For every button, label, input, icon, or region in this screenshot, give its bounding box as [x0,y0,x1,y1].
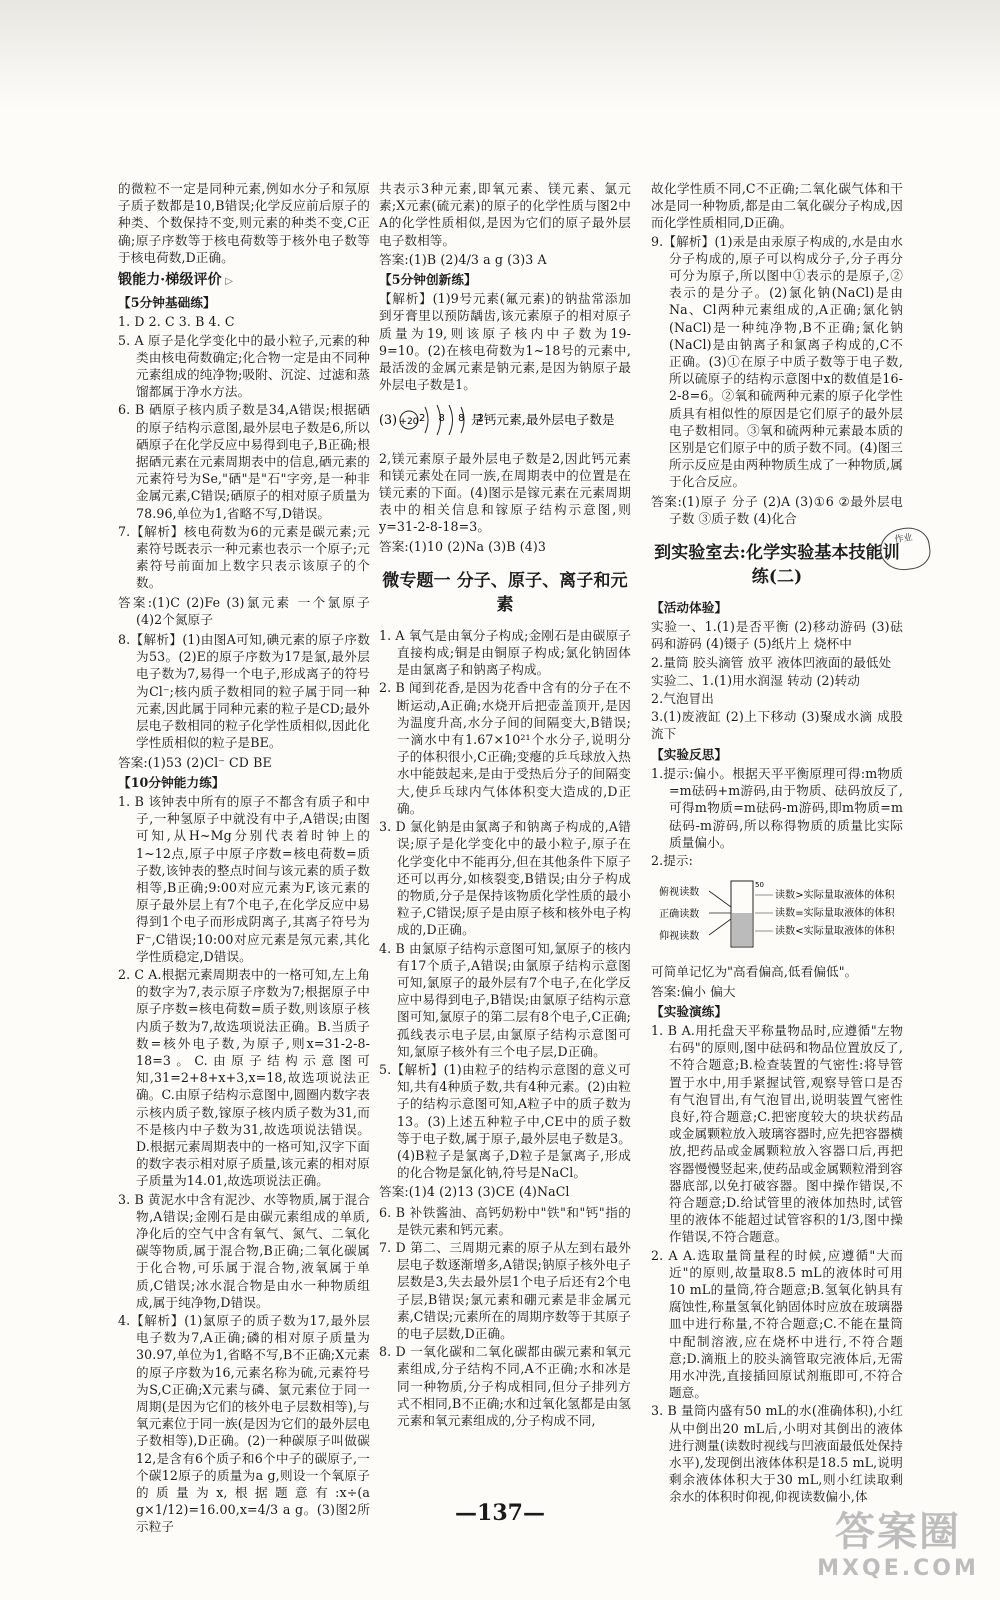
answer-7: 答案:(1)C (2)Fe (3)氯元素 一个氯原子 (4)2个氮原子 [118,594,370,627]
fig-label-bottom: 仰视读数 [659,931,700,943]
page-number: —137— [455,1500,545,1526]
watermark-url: MXQE.COM [817,1556,979,1581]
experiment-line: 实验一、1.(1)是否平衡 (2)移动游码 (3)砝码和游码 (4)镊子 (5)纸片上 烧杯中 [651,619,903,652]
reflection-2: 2.提示: [651,852,693,868]
fig-note: 读数=实际量取液体的体积 [775,908,895,920]
sightline [709,919,731,935]
question-1: 1. B 该钟表中所有的原子不都含有质子和中子,一种氢原子中就没有中子,A错误;由图可知,从H~Mg分别代表着时钟上的1~12点,原子中原子序数=核电荷数=质子数,该钟表的整点时间与该元素的质子数相等,B正确;9:00对应元素为F,该元素的原子最外层上有7个电子,在化学反应中易得到1个电子而形成阴离子,其离子符号为F⁻,C错误;10:00对应元素是氖元素,其化学性质稳定,D错误。 [118,793,370,964]
column-right [651,180,903,1507]
calcium-atom-diagram [379,399,629,439]
question-4: 4.【解析】(1)氯原子的质子数为17,最外层电子数为7,A正确;磷的相对原子质量为30.97,单位为1,省略不写,B不正确;X元素的原子序数为16,元素名称为硫,元素符号为S,C正确;X元素与磷、氯元素位于同一周期(是因为它们的核外电子层数相等),与氧元素位于同一族(是因为它们的最外层电子数相等),D正确。(2)一种碳原子叫做碳12,是含有6个质子和6个中子的碳原子,一个碳12原子的质量为a g,则设一个氧原子的质量为x,根据题意有:x÷(a g×1/12)=16.00,x=4/3 a g。(3)图2所示粒子 [118,1313,370,1535]
question-4: 4. B 由氯原子结构示意图可知,氯原子的核内有17个质子,A错误;由氯原子结构示意图可知,氯原子的最外层有7个电子,在化学反应中易得到电子,B错误;由氯原子结构示意图可知,氯原子的第二层有8个电子,C正确;孤线表示电子层,由氯原子结构示意图可知,氯原子核外有三个电子层,D正确。 [379,940,631,1059]
fig-note: 读数<实际量取液体的体积 [775,926,895,938]
cylinder-liquid [732,913,752,946]
atom-structure-diagram [379,399,631,443]
diagram-caption: 是钙元素,最外层电子数是 [471,412,615,428]
question-2: 2. B 闻到花香,是因为花香中含有的分子在不断运动,A正确;水烧开后把壶盖顶开,是因为温度升高,水分子间的间隔变大,B错误;一滴水中有1.67×10²¹个水分子,说明分子的体积很小,C正确;变瘪的乒乓球放入热水中能鼓起来,是由于受热后分子的间隔变大,使乒乓球内气体体积变大造成的,D正确。 [379,680,631,816]
subsection-heading: 【5分钟基础练】 [118,295,216,311]
answer-block: 答案:偏小 偏大 [651,983,736,999]
column-middle [379,180,631,1430]
reflection-1: 1.提示:偏小。根据天平平衡原理可得:m物质=m砝码+m游码,由于物质、砝码放反了,可得m物质=m砝码-m游码,即m物质=m砝码-m游码,所以称得物质的质量比实际质量偏小。 [651,765,903,850]
experiment-line: 2.气泡冒出 [651,691,714,707]
subsection-heading: 【实验演练】 [651,1003,728,1019]
question-9: 9.【解析】(1)汞是由汞原子构成的,水是由水分子构成的,原子可以构成分子,分子再分可分为原子,所以图中①表示的是原子,②表示的是分子。(2)氯化钠(NaCl)是由Na、Cl两种元素组成的,A正确;氯化钠(NaCl)是一种纯净物,B不正确;氯化钠(NaCl)是由钠离子和氯离子构成的,C不正确。(3)①在原子中质子数等于电子数,所以硫原子的结构示意图中x的数值是16-2-8=6。②氧和硫两种元素的原子化学性质具有相似性的原因是它们原子的最外层电子数相同。③氧和硫两种元素最本质的区别是它们原子中的质子数不同。(4)图三所示反应是由两种物质生成了一种物质,属于化合反应。 [651,233,903,490]
memory-tip: 可简单记忆为"高看偏高,低看偏低"。 [651,964,858,980]
analysis-paragraph: 【解析】(1)9号元素(氟元素)的钠盐常添加到牙膏里以预防龋齿,该元素原子的相对原子质量为19,则该原子核内中子数为19-9=10。(2)在核电荷数为1~18号的元素中,最活泼的金属元素是钠元素,是因为钠原子最外层电子数是1。 [379,291,631,393]
drill-2: 2. A A.选取量筒量程的时候,应遵循"大而近"的原则,故量取8.5 mL的液体时可用10 mL的量筒,符合题意;B.氢氧化钠具有腐蚀性,称量氢氧化钠固体时应放在玻璃器皿中进行称量,不符合题意;C.不能在量筒中配制溶液,应在烧杯中进行,不符合题意;D.滴瓶上的胶头滴管取完液体后,无需用水冲洗,直接插回原试剂瓶即可,不符合题意。 [651,1247,903,1401]
subsection-heading: 【5分钟创新练】 [379,272,477,288]
analysis-paragraph: 2,镁元素原子最外层电子数是2,因此钙元素和镁元素处在同一族,在周期表中的位置是在镁元素的下面。(4)图示是镓元素在元素周期表中的相关信息和镓原子结构示意图,则y=31-2-8-18=3。 [379,450,631,535]
question-6: 6. B 补铁酱油、高钙奶粉中"铁"和"钙"指的是铁元素和钙元素。 [379,1204,631,1237]
paragraph: 故化学性质不同,C不正确;二氧化碳气体和干冰是同一种物质,都是由二氧化碳分子构成,因而化学性质相同,D正确。 [651,181,903,231]
question-7: 7. D 第二、三周期元素的原子从左到右最外层电子数逐渐增多,A错误;钠原子核外电子层数是3,失去最外层1个电子后还有2个电子层,B错误;氯元素和硼元素是非金属元素,C错误;元素所在的周期序数等于其原子的电子层数,D正确。 [379,1239,631,1341]
experiment-line: 3.(1)废液缸 (2)上下移动 (3)聚成水滴 成股流下 [651,709,903,742]
question-7: 7.【解析】核电荷数为6的元素是碳元素;元素符号既表示一种元素也表示一个原子;元素符号前面加上数字只表示该原子的个数。 [118,523,370,591]
question-2: 2. C A.根据元素周期表中的一格可知,左上角的数字为7,表示原子序数为7;根据原子中原子序数=核电荷数=质子数,则该原子核内质子数为7,故选项说法正确。B.当质子数=核外电子数,为原子,则x=31-2-8-18=3。C.由原子结构示意图可知,31=2+8+x+3,x=18,故选项说法正确。C.由原子结构示意图中,圆圈内数字表示核内质子数,镓原子核内质子数为31,而不是核内中子数为31,故选项说法错误。D.根据元素周期表中的一格可知,汉字下面的数字表示相对原子质量,该元素的相对原子质量为14.01,故选项说法正确。 [118,966,370,1189]
question-8: 8. D 一氧化碳和二氧化碳都由碳元素和氧元素组成,分子结构不同,A不正确;水和冰是同一种物质,分子构成相同,但分子排列方式不相同,B不正确;水和过氧化氢都是由氢元素和氧元素组成的,分子构成不同, [379,1344,631,1428]
answer-5: 答案:(1)4 (2)13 (3)CE (4)NaCl [379,1184,570,1200]
fig-label-mid: 正确读数 [659,909,700,921]
fig-note: 读数>实际量取液体的体积 [775,890,895,902]
answer-8: 答案:(1)53 (2)Cl⁻ CD BE [118,754,272,770]
paragraph: 共表示3种元素,即氧元素、镁元素、氯元素;X元素(硫元素)的原子的化学性质与图2中A的化学性质相似,是因为它们的原子最外层电子数相等。 [379,181,631,248]
drill-1: 1. B A.用托盘天平称量物品时,应遵循"左物右码"的原则,图中砝码和物品位置放反了,不符合题意;B.检查装置的气密性:将导管置于水中,用手紧握试管,观察导管口是否有气泡冒出,有气泡冒出,说明装置气密性良好,符合题意;C.把密度较大的块状药品或金属颗粒放入玻璃容器时,应先把容器横放,把药品或金属颗粒放入容器口后,再把容器慢慢竖起来,使药品或金属颗粒滑到容器底部,以免打破容器。图中操作错误,不符合题意;D.给试管里的液体加热时,试管里的液体不能超过试管容积的1/3,图中操作错误,不符合题意。 [651,1022,903,1245]
lab-title: 到实验室去:化学实验基本技能训练(二) [654,543,900,588]
question-1: 1. A 氧气是由氧分子构成;金刚石是由碳原子直接构成;铜是由铜原子构成;氯化钠固体是由氯离子和钠离子构成。 [379,627,631,678]
drill-3: 3. B 量筒内盛有50 mL的水(准确体积),小红从中倒出20 mL后,小明对其倒出的液体进行测量(读数时视线与凹液面最低处保持水平),发现倒出液体体积是18.5 mL,说明剩余液体体积大于30 mL,则小红读取剩余水的体积时仰视,仰视读数偏小,体 [651,1403,903,1505]
subsection-heading: 【活动体验】 [651,600,728,616]
page-top-shadow [0,0,1000,110]
subsection-heading: 【10分钟能力练】 [118,774,225,790]
paragraph: 的微粒不一定是同种元素,例如水分子和氖原子质子数都是10,B错误;化学反应前后原子的种类、个数保持不变,则元素的种类不变,C正确;原子序数等于核电荷数等于核外电子数等于核电荷数,D正确。 [118,181,370,265]
watermark-logo-text: 答案圈 [835,1509,961,1555]
stamp-text: 作业 [893,532,914,546]
question-8: 8.【解析】(1)由图A可知,碘元素的原子序数为53。(2)E的原子序数为17是氯,最外层电子数为7,易得一个电子,形成离子的符号为Cl⁻;核内质子数相同的粒子属于同一种元素,因此属于同种元素的粒子是CD;最外层电子数相同的粒子化学性质相似,因此化学性质相似的粒子是BE。 [118,632,370,751]
answer-row: 1. D 2. C 3. B 4. C [118,314,235,330]
question-5: 5.【解析】(1)由粒子的结构示意图的意义可知,共有4种质子数,共有4种元素。(2)由粒子的结构示意图可知,A粒子中的质子数为13。(3)上述五种粒子中,CE中的质子数等于电子数,属于原子,最外层电子数是3。(4)B粒子是氯离子,D粒子是氯离子,形成的化合物是氯化钠,符号是NaCl。 [379,1061,631,1181]
nucleus-label: +20 [399,417,419,428]
question-6: 6. B 硒原子核内质子数是34,A错误;根据硒的原子结构示意图,最外层电子数是6,所以硒原子在化学反应中易得到电子,B正确;根据硒元素在元素周期表中的信息,硒元素的元素符号为Se,"硒"是"石"字旁,是一种非金属元素,C错误;硒原子的相对原子质量为78.96,单位为1,省略不写,D错误。 [118,402,370,521]
column-left [118,180,370,1537]
site-watermark [808,1508,988,1588]
topic-title: 微专题一 分子、原子、离子和元素 [382,570,628,615]
experiment-line: 实验二、1.(1)用水润湿 转动 (2)转动 [651,672,861,688]
diagram-label: (3) [379,412,398,428]
answer-block: 答案:(1)B (2)4/3 a g (3)3 A [379,251,547,267]
cylinder-reading-figure [651,875,903,957]
section-heading: 锻能力·梯级评价 ▷ [118,272,370,290]
scale-label: 50 [755,881,765,890]
question-5: 5. A 原子是化学变化中的最小粒子,元素的种类由核电荷数确定;化合物一定是由不同种元素组成的纯净物;吸附、沉淀、过滤和蒸馏都属于净水方法。 [118,332,370,400]
fig-label-top: 俯视读数 [659,887,700,899]
answer-9: 答案:(1)原子 分子 (2)A (3)①6 ②最外层电子数 ③质子数 (4)化合 [651,493,903,526]
question-3: 3. D 氯化钠是由氯离子和钠离子构成的,A错误;原子是化学变化中的最小粒子,原子在化学变化中不能再分,但在其他条件下原子还可以再分,如核裂变,B错误;由分子构成的物质,分子是保持该物质化学性质的最小粒子,C错误;原子是由原子核和核外电子构成的,D正确。 [379,819,631,938]
cylinder-svg [651,875,903,953]
sightline [709,891,731,907]
electron-counts: 2 8 8 2 [419,413,489,425]
question-3: 3. B 黄泥水中含有泥沙、水等物质,属于混合物,A错误;金刚石是由碳元素组成的单质,净化后的空气中含有氧气、氮气、二氧化碳等物质,属于混合物,B正确;二氧化碳属于化合物,可乐属于混合物,液氧属于单质,C错误;冰水混合物是由水一种物质组成,属于纯净物,D错误。 [118,1191,370,1310]
answer-block: 答案:(1)10 (2)Na (3)B (4)3 [379,538,547,554]
experiment-line: 2.量筒 胶头滴管 放平 液体凹液面的最低处 [651,654,892,670]
subsection-heading: 【实验反思】 [651,746,728,762]
